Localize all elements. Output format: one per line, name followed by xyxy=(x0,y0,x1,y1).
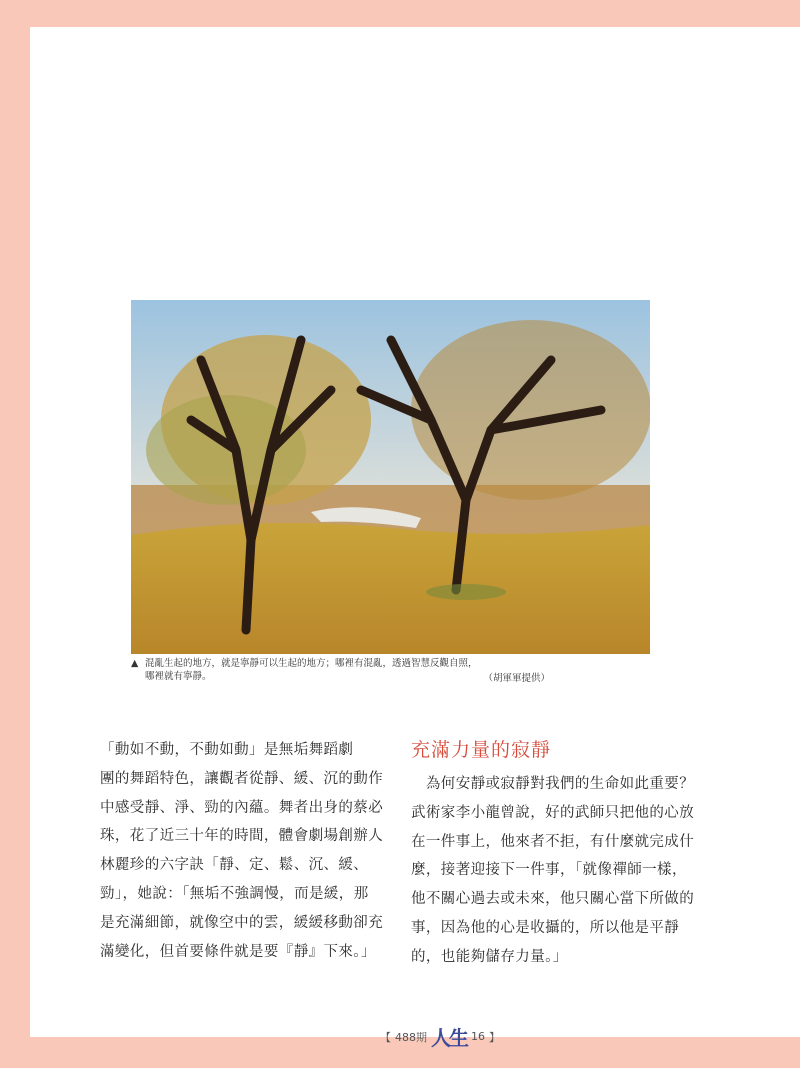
body-line: 麼，接著迎接下一件事，「就像禪師一樣， xyxy=(411,862,687,879)
caption-triangle-icon: ▲ xyxy=(131,658,139,669)
body-line: 為何安靜或寂靜對我們的生命如此重要？ xyxy=(411,776,695,792)
body-line: 他不關心過去或未來，他只關心當下所做的 xyxy=(411,891,695,908)
photo-illustration xyxy=(131,300,650,654)
caption-line-1: 混亂生起的地方，就是寧靜可以生起的地方；哪裡有混亂，透過智慧反觀自照， xyxy=(145,658,478,669)
body-line: 滿變化，但首要條件就是要『靜』下來。」 xyxy=(100,943,376,960)
issue-number: 488期 xyxy=(395,1030,427,1044)
autumn-trees-photo xyxy=(131,300,650,654)
body-line: 中感受靜、淨、勁的內蘊。舞者出身的蔡必 xyxy=(100,799,384,816)
footer-bracket-close: 】 xyxy=(489,1030,500,1044)
body-line: 「動如不動，不動如動」是無垢舞蹈劇 xyxy=(100,742,354,758)
page-number: 16 xyxy=(471,1030,485,1043)
body-line: 林麗珍的六字訣「靜、定、鬆、沉、緩、 xyxy=(100,857,369,874)
body-line: 是充滿細節，就像空中的雲，緩緩移動卻充 xyxy=(100,914,384,931)
page-footer xyxy=(380,1022,500,1051)
magazine-logo: 人生 xyxy=(431,1026,467,1050)
body-line: 事，因為他的心是收攝的，所以他是平靜 xyxy=(411,919,680,936)
body-line: 的，也能夠儲存力量。」 xyxy=(411,948,568,965)
photo-credit: （胡軍軍提供） xyxy=(483,673,550,684)
footer-bracket-open: 【 xyxy=(380,1030,391,1044)
section-title: 充滿力量的寂靜 xyxy=(411,739,552,761)
caption-line-2: 哪裡就有寧靜。 xyxy=(145,671,212,682)
body-line: 在一件事上，他來者不拒，有什麼就完成什 xyxy=(411,833,695,850)
body-line: 武術家李小龍曾說，好的武師只把他的心放 xyxy=(411,804,695,821)
right-text-column xyxy=(411,736,711,972)
body-line: 團的舞蹈特色，讓觀者從靜、緩、沉的動作 xyxy=(100,770,384,787)
left-text-column xyxy=(100,736,384,966)
body-line: 勁」，她說：「無垢不強調慢，而是緩，那 xyxy=(100,885,369,902)
body-line: 珠，花了近三十年的時間，體會劇場創辦人 xyxy=(100,828,384,845)
